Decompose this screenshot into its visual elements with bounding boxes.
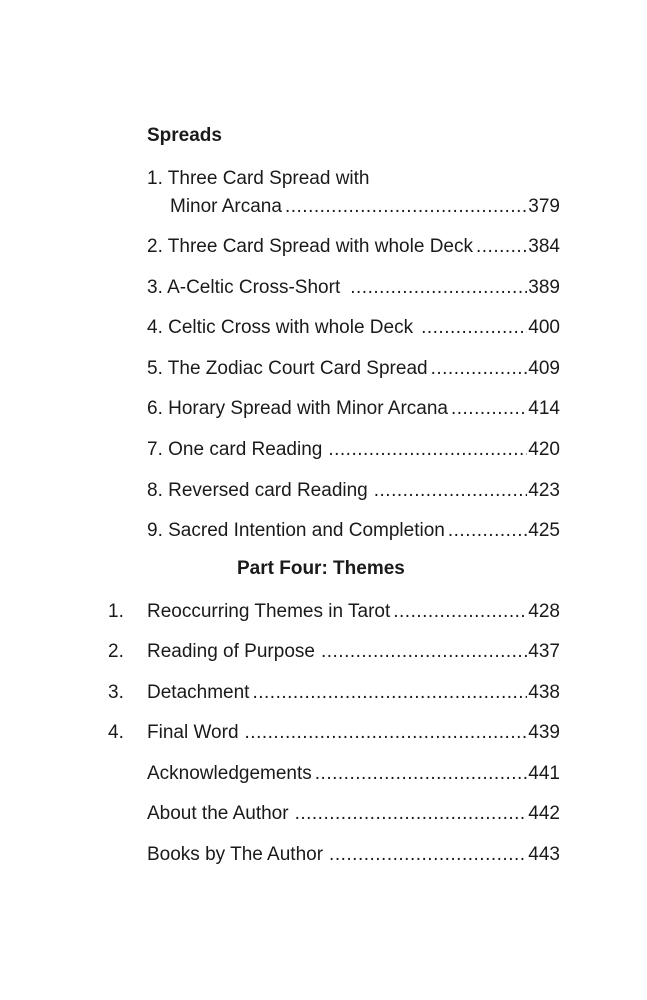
toc-entry-page: 409 — [528, 358, 560, 379]
toc-entry[interactable] — [147, 802, 560, 826]
toc-entry[interactable] — [147, 600, 560, 624]
toc-entry-title: Reoccurring Themes in Tarot — [147, 601, 391, 622]
toc-entry-number: 2. — [108, 641, 124, 662]
dot-leader — [295, 802, 528, 826]
dot-leader — [321, 640, 527, 664]
dot-leader — [374, 479, 528, 503]
toc-entry[interactable] — [147, 843, 560, 867]
toc-entry[interactable] — [147, 519, 560, 543]
toc-entry-page: 379 — [528, 196, 560, 217]
toc-entry[interactable] — [147, 640, 560, 664]
toc-entry-page: 439 — [528, 722, 560, 743]
toc-entry-title: 4. Celtic Cross with whole Deck — [147, 317, 414, 338]
dot-leader — [448, 519, 527, 543]
dot-leader — [315, 762, 528, 786]
toc-entry-page: 414 — [528, 398, 560, 419]
dot-leader — [328, 438, 527, 462]
toc-entry[interactable] — [147, 397, 560, 421]
toc-entry-page: 437 — [528, 641, 560, 662]
toc-entry-page: 442 — [528, 803, 560, 824]
dot-leader — [421, 316, 527, 340]
spreads-heading: Spreads — [147, 125, 222, 146]
toc-entry-page: 400 — [528, 317, 560, 338]
toc-entry[interactable] — [147, 681, 560, 705]
dot-leader — [329, 843, 527, 867]
toc-entry-page: 441 — [528, 763, 560, 784]
toc-entry-title: Final Word — [147, 722, 239, 743]
toc-entry[interactable] — [147, 721, 560, 745]
toc-entry[interactable] — [147, 357, 560, 381]
toc-entry-title: 2. Three Card Spread with whole Deck — [147, 236, 473, 257]
toc-entry-page: 420 — [528, 439, 560, 460]
toc-entry[interactable] — [147, 276, 560, 300]
toc-entry-page: 443 — [528, 844, 560, 865]
toc-entry-title: 8. Reversed card Reading — [147, 480, 368, 501]
toc-entry-number: 3. — [108, 682, 124, 703]
toc-entry-title: Reading of Purpose — [147, 641, 315, 662]
toc-entry-title: 9. Sacred Intention and Completion — [147, 520, 445, 541]
dot-leader — [252, 681, 527, 705]
dot-leader — [350, 276, 527, 300]
toc-entry-page: 425 — [528, 520, 560, 541]
toc-entry-first-line: 1. Three Card Spread with — [147, 168, 370, 189]
toc-entry-title: Acknowledgements — [147, 763, 312, 784]
toc-entry-page: 389 — [528, 277, 560, 298]
toc-entry-title: About the Author — [147, 803, 289, 824]
part-four-heading: Part Four: Themes — [237, 558, 405, 579]
toc-entry-page: 423 — [528, 480, 560, 501]
toc-entry[interactable] — [147, 235, 560, 259]
toc-entry-title: Detachment — [147, 682, 250, 703]
dot-leader — [451, 397, 527, 421]
toc-entry-number: 1. — [108, 601, 124, 622]
toc-entry-title: 7. One card Reading — [147, 439, 323, 460]
dot-leader — [476, 235, 527, 259]
toc-entry-number: 4. — [108, 722, 124, 743]
toc-entry-title: 6. Horary Spread with Minor Arcana — [147, 398, 448, 419]
toc-entry-title: Minor Arcana — [170, 196, 282, 217]
dot-leader — [245, 721, 528, 745]
toc-entry[interactable] — [147, 479, 560, 503]
toc-entry[interactable] — [147, 195, 560, 219]
dot-leader — [431, 357, 528, 381]
toc-entry-page: 428 — [528, 601, 560, 622]
toc-entry-title: 3. A-Celtic Cross-Short — [147, 277, 341, 298]
toc-entry[interactable] — [147, 438, 560, 462]
dot-leader — [285, 195, 527, 219]
toc-entry-title: 5. The Zodiac Court Card Spread — [147, 358, 428, 379]
toc-entry[interactable] — [147, 762, 560, 786]
dot-leader — [393, 600, 527, 624]
toc-entry-title: Books by The Author — [147, 844, 324, 865]
toc-entry[interactable] — [147, 316, 560, 340]
toc-entry-page: 384 — [528, 236, 560, 257]
toc-entry-page: 438 — [528, 682, 560, 703]
